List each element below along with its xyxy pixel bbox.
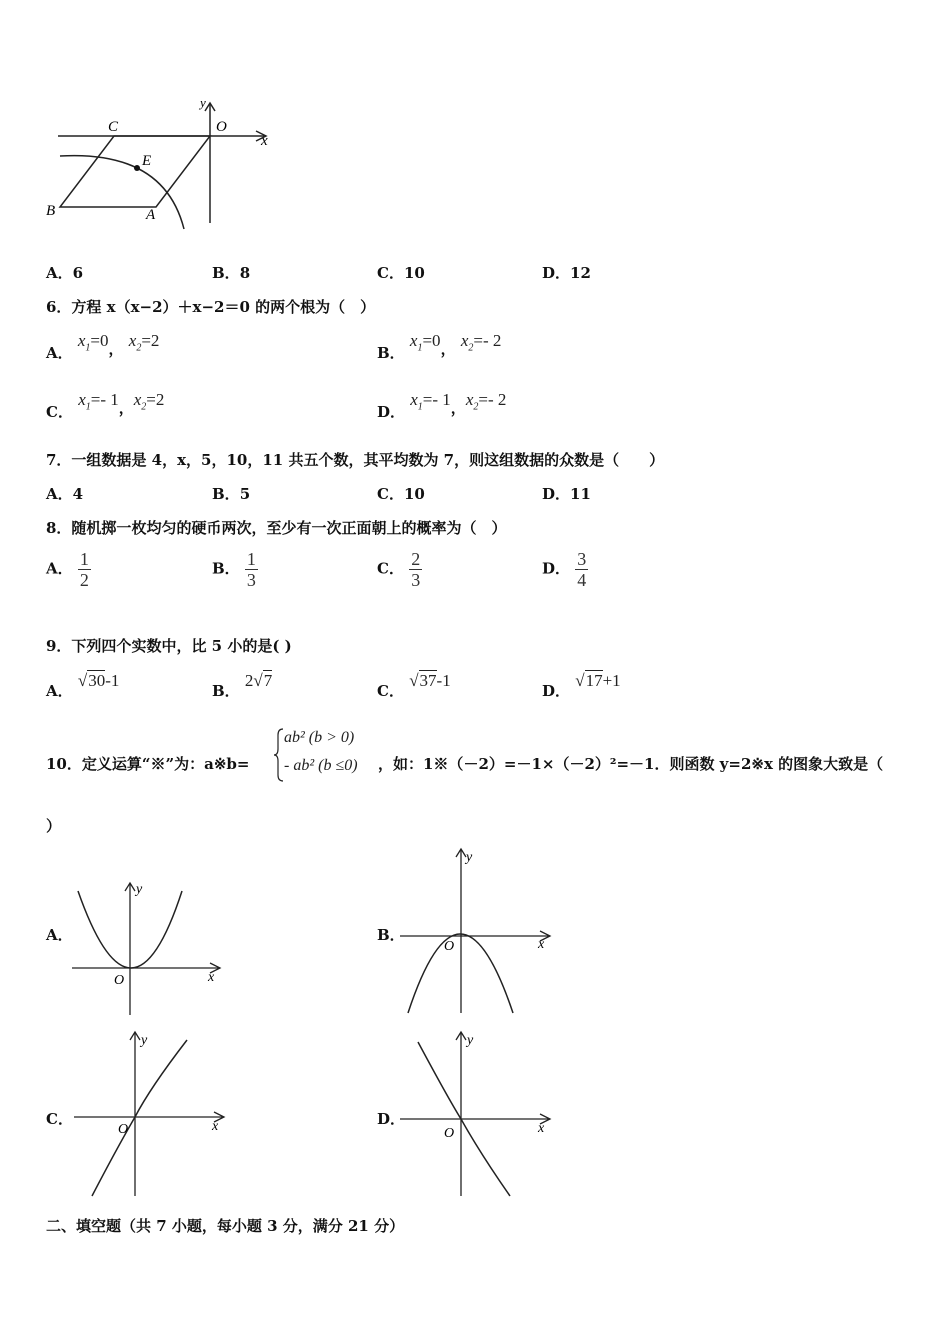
label-b: B [46, 203, 56, 219]
q10-option-b[interactable]: B． [377, 926, 405, 944]
root-1-value: =0 [422, 331, 441, 350]
fraction [575, 549, 588, 590]
label-a: A [146, 207, 156, 223]
root-x2: $x_2$ [128, 331, 142, 354]
q10-option-a[interactable]: A． [46, 926, 73, 944]
option-text: 5 [239, 485, 251, 503]
q6-option-c[interactable] [46, 389, 165, 421]
option-letter: D． [542, 682, 571, 700]
option-letter: B． [377, 344, 405, 362]
label-o: O [118, 1122, 129, 1137]
root-x2: $x_2$ [133, 390, 147, 413]
root-2-value: =2 [146, 390, 165, 409]
radical-sign: √ [409, 671, 419, 690]
root-1-value: =- 1 [90, 390, 119, 409]
denominator: 2 [79, 570, 89, 590]
q7-option-a[interactable] [46, 483, 83, 504]
q5-option-a[interactable] [46, 262, 83, 283]
label-y: y [200, 95, 206, 110]
addend: +1 [602, 671, 621, 690]
q10-stem-close: ） [46, 817, 62, 835]
radical-sign: √ [575, 671, 585, 690]
separator: ， [440, 340, 456, 358]
q10-option-d[interactable]: D． [377, 1110, 406, 1128]
option-text: 8 [239, 264, 251, 282]
label-o: O [444, 939, 455, 954]
label-c: C [108, 119, 119, 135]
option-text: 11 [570, 485, 591, 503]
q7-option-b[interactable] [212, 483, 250, 504]
q8-option-d[interactable] [542, 549, 588, 590]
option-letter: A． [46, 682, 73, 700]
separator: ， [118, 399, 134, 417]
q10-graph-d[interactable] [398, 1028, 558, 1200]
radicand: 7 [263, 671, 273, 690]
q10-piecewise-definition [274, 727, 378, 783]
option-letter: B． [212, 485, 240, 503]
radicand: 17 [585, 671, 603, 690]
q9-option-c[interactable] [377, 670, 451, 700]
label-y: y [467, 1033, 474, 1048]
parallelogram-oabc [60, 136, 210, 207]
label-e: E [142, 153, 152, 169]
root-x1: $x_1$ [78, 390, 91, 413]
hyperbola-curve [60, 156, 184, 229]
q9-option-b[interactable] [212, 670, 273, 700]
root-x1: $x_1$ [409, 331, 423, 354]
q7-option-d[interactable] [542, 483, 591, 504]
separator: ， [450, 399, 466, 417]
option-text: 10 [403, 485, 425, 503]
addend: -1 [436, 671, 451, 690]
q9-option-d[interactable] [542, 670, 621, 700]
curve-increasing [92, 1040, 187, 1196]
label-x: x [538, 1121, 545, 1136]
option-letter: D． [542, 264, 571, 282]
denominator: 4 [577, 570, 587, 590]
label-x: x [261, 133, 268, 149]
q5-option-c[interactable] [377, 262, 425, 283]
option-letter: C． [46, 403, 73, 421]
q10-graph-b[interactable] [398, 845, 558, 1017]
q9-option-a[interactable] [46, 670, 120, 700]
root-x2: $x_2$ [465, 390, 479, 413]
root-1-value: =- 1 [422, 390, 451, 409]
root-2-value: =- 2 [478, 390, 507, 409]
option-text: 12 [570, 264, 591, 282]
q5-option-b[interactable] [212, 262, 250, 283]
separator: ， [108, 340, 124, 358]
q5-geometry-figure [44, 95, 276, 235]
root-x1: $x_1$ [77, 331, 91, 354]
label-x: x [208, 970, 215, 985]
section-heading-fill-in: 二、填空题（共 7 小题，每小题 3 分，满分 21 分） [46, 1217, 405, 1235]
numerator: 1 [79, 549, 89, 569]
numerator: 1 [246, 549, 256, 569]
q6-option-d[interactable] [377, 389, 507, 421]
q9-stem: 9．下列四个实数中，比 5 小的是( ) [46, 637, 292, 655]
option-letter: B． [212, 682, 240, 700]
fraction [245, 549, 258, 590]
label-x: x [212, 1119, 219, 1134]
label-y: y [141, 1033, 148, 1048]
option-letter: B． [212, 264, 240, 282]
q6-stem: 6．方程 x（x−2）＋x−2＝0 的两个根为（ ） [46, 298, 376, 316]
option-letter: A． [46, 264, 73, 282]
q7-option-c[interactable] [377, 483, 425, 504]
q6-option-a[interactable] [46, 330, 160, 362]
option-letter: C． [377, 264, 404, 282]
option-letter: C． [377, 559, 404, 578]
label-x: x [538, 937, 545, 952]
numerator: 2 [411, 549, 421, 569]
fraction [78, 549, 91, 590]
q10-graph-c[interactable] [72, 1028, 232, 1200]
q8-option-a[interactable] [46, 549, 91, 590]
option-letter: A． [46, 559, 73, 578]
q5-option-d[interactable] [542, 262, 591, 283]
option-text: 6 [72, 264, 84, 282]
q8-option-b[interactable] [212, 549, 258, 590]
q8-option-c[interactable] [377, 549, 422, 590]
left-brace-icon [274, 727, 284, 783]
q7-stem: 7．一组数据是 4，x，5，10，11 共五个数，其平均数为 7，则这组数据的众数是（ ） [46, 451, 665, 469]
root-1-value: =0 [90, 331, 109, 350]
root-x1: $x_1$ [410, 390, 423, 413]
root-2-value: =2 [141, 331, 160, 350]
option-letter: D． [377, 403, 406, 421]
coefficient: 2 [244, 671, 254, 690]
radicand: 37 [419, 671, 437, 690]
root-2-value: =- 2 [473, 331, 502, 350]
q8-stem: 8．随机掷一枚均匀的硬币两次，至少有一次正面朝上的概率为（ ） [46, 519, 507, 537]
option-letter: D． [542, 559, 571, 578]
numerator: 3 [577, 549, 587, 569]
root-x2: $x_2$ [460, 331, 474, 354]
option-letter: B． [212, 559, 240, 578]
label-o: O [216, 119, 227, 135]
label-o: O [114, 973, 125, 988]
case-nonpositive: - ab² (b ≤0) [284, 757, 358, 774]
option-letter: D． [542, 485, 571, 503]
q10-stem-start: 10．定义运算“※”为：a※b= [46, 755, 250, 773]
q10-option-c[interactable]: C． [46, 1110, 73, 1128]
label-o: O [444, 1126, 455, 1141]
fraction [409, 549, 422, 590]
option-text: 10 [403, 264, 425, 282]
addend: -1 [105, 671, 120, 690]
option-text: 4 [72, 485, 84, 503]
radical-sign: √ [253, 671, 263, 690]
radical-sign: √ [77, 671, 88, 690]
denominator: 3 [246, 570, 256, 590]
label-y: y [466, 850, 473, 865]
denominator: 3 [411, 570, 421, 590]
case-positive: ab² (b > 0) [284, 729, 355, 746]
option-letter: A． [46, 344, 73, 362]
radicand: 30 [88, 671, 106, 690]
option-letter: C． [377, 682, 404, 700]
q10-stem-end: ，如：1※（－2）=－1×（－2）²=－1．则函数 y=2※x 的图象大致是（ [378, 755, 884, 773]
label-y: y [136, 882, 143, 897]
option-letter: A． [46, 485, 73, 503]
q10-graph-a[interactable] [70, 877, 225, 1017]
q6-option-b[interactable] [377, 330, 502, 362]
point-e [134, 165, 140, 171]
option-letter: C． [377, 485, 404, 503]
